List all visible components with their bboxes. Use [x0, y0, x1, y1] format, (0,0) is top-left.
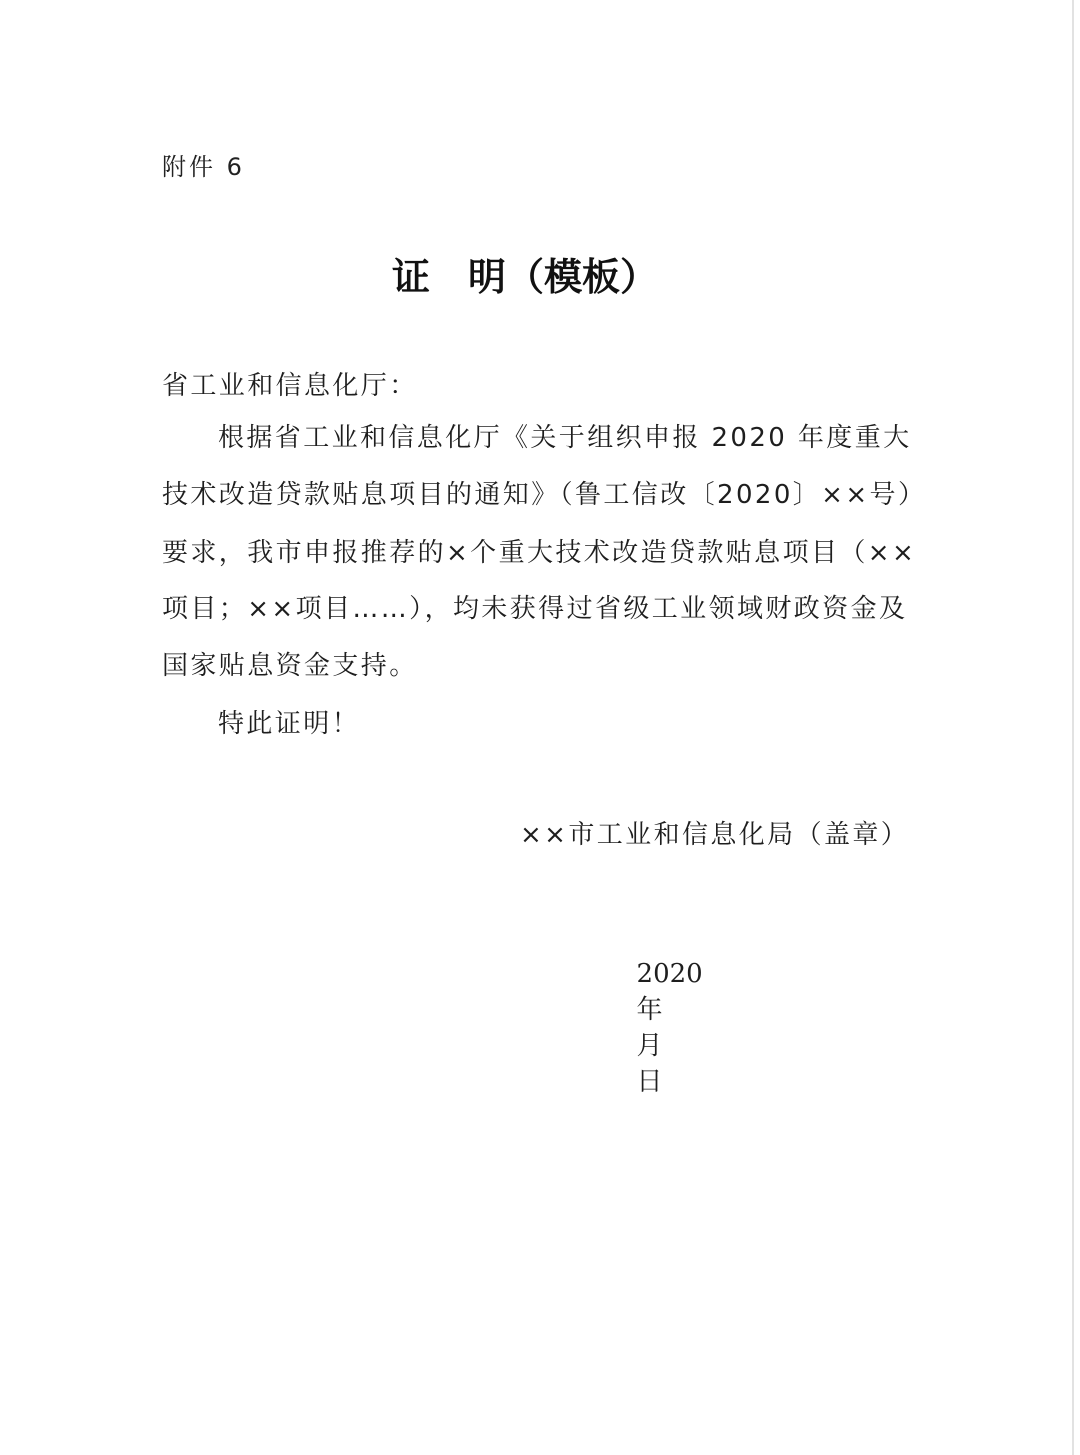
body-line-4: 项目；××项目……），均未获得过省级工业领域财政资金及: [162, 594, 908, 624]
date-year-unit: 年: [636, 995, 663, 1025]
body-line-5: 国家贴息资金支持。: [162, 651, 418, 681]
signature-issuer: ××市工业和信息化局（盖章）: [520, 820, 910, 850]
page-edge-line: [1072, 0, 1074, 1455]
body-line-3: 要求，我市申报推荐的×个重大技术改造贷款贴息项目（××: [162, 538, 917, 568]
body-line-1: 根据省工业和信息化厅《关于组织申报 2020 年度重大: [218, 423, 912, 453]
date-year: 2020: [636, 959, 703, 989]
attachment-label: 附件 6: [162, 153, 245, 181]
body-line-2: 技术改造贷款贴息项目的通知》（鲁工信改〔2020〕××号）: [162, 480, 927, 510]
addressee: 省工业和信息化厅：: [162, 371, 418, 401]
closing-statement: 特此证明！: [218, 709, 361, 739]
signature-date: [620, 920, 703, 1100]
date-month-unit: 月: [636, 1031, 663, 1061]
document-title: 证 明（模板）: [392, 254, 659, 299]
date-day-unit: 日: [636, 1067, 663, 1097]
